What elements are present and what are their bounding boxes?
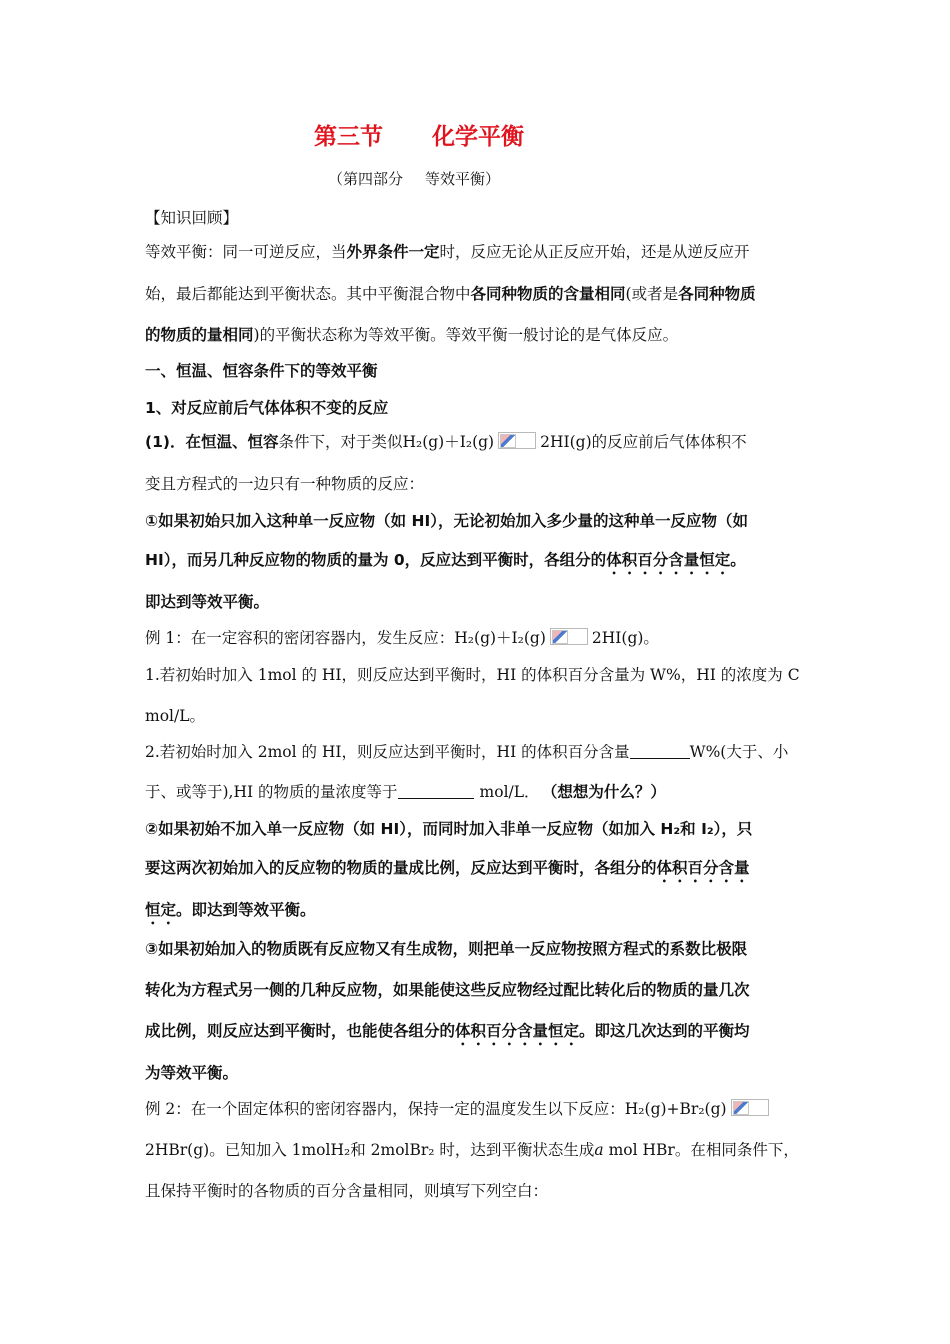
equilibrium-arrow-icon bbox=[731, 1099, 769, 1116]
text: 例 1：在一定容积的密闭容器内，发生反应：H₂(g)＋I₂(g) bbox=[145, 629, 546, 647]
text: (或者是 bbox=[625, 285, 679, 303]
title-part2: 化学平衡 bbox=[432, 123, 524, 150]
rule1-line-2 bbox=[145, 548, 810, 578]
text: 于、或等于),HI 的物质的量浓度等于 bbox=[145, 783, 398, 801]
text: 时，反应无论从正反应开始，还是从逆反应开 bbox=[439, 243, 750, 261]
equilibrium-arrow-icon bbox=[550, 628, 588, 645]
rule2-line-3 bbox=[145, 898, 810, 928]
subtitle bbox=[328, 168, 500, 189]
bold-text: 。即达到等效平衡。 bbox=[176, 901, 316, 919]
rule3-line-3 bbox=[145, 1019, 810, 1049]
text: 2HBr(g)。已知加入 1molH₂和 2molBr₂ 时，达到平衡状态生成 bbox=[145, 1141, 595, 1159]
title-part1: 第三节 bbox=[314, 123, 383, 150]
answer-blank[interactable] bbox=[398, 784, 474, 799]
text: 2HI(g)的反应前后气体体积不 bbox=[540, 433, 747, 451]
bold-text: HI），而另几种反应物的物质的量为 0，反应达到平衡时，各组分的 bbox=[145, 551, 607, 569]
variable-a: a bbox=[594, 1141, 604, 1159]
question2-line-2 bbox=[145, 780, 810, 802]
emphasis-text: 体积百分含量恒定 bbox=[606, 551, 731, 569]
example2-line-1 bbox=[145, 1097, 810, 1119]
bold-text: 各同种物质 bbox=[678, 285, 756, 303]
text: mol/L． bbox=[479, 783, 540, 801]
bold-text: 各同种物质的含量相同 bbox=[470, 285, 626, 303]
text: 2HI(g)。 bbox=[591, 629, 659, 647]
bold-text: 恒温、恒容 bbox=[200, 433, 279, 451]
bold-text: (1)．在 bbox=[145, 433, 201, 451]
text: W%(大于、小 bbox=[689, 743, 789, 761]
bold-text: 要这两次初始加入的反应物的物质的量成比例，反应达到平衡时，各组分的 bbox=[145, 859, 657, 877]
emphasis-text: 恒定 bbox=[145, 901, 177, 919]
rule3-line-4: 为等效平衡。 bbox=[145, 1064, 239, 1082]
example1-line bbox=[145, 626, 810, 648]
section1-heading: 一、恒温、恒容条件下的等效平衡 bbox=[145, 362, 378, 380]
bold-text: 。 bbox=[730, 551, 746, 569]
text: 始，最后都能达到平衡状态。其中平衡混合物中 bbox=[145, 285, 471, 303]
equilibrium-arrow-icon bbox=[498, 432, 536, 449]
bold-text: 的物质的量相同 bbox=[145, 326, 254, 344]
equation-text: H₂(g)＋I₂(g) bbox=[402, 433, 495, 451]
subtitle-part2: 等效平衡） bbox=[425, 170, 501, 188]
text: 2.若初始时加入 2mol 的 HI，则反应达到平衡时，HI 的体积百分含量 bbox=[145, 743, 630, 761]
example2-line-3: 且保持平衡时的各物质的百分含量相同，则填写下列空白： bbox=[145, 1182, 549, 1200]
answer-blank[interactable] bbox=[630, 744, 690, 759]
bold-text: 成比例，则反应达到平衡时，也能使各组分的 bbox=[145, 1022, 456, 1040]
condition-line-2: 变且方程式的一边只有一种物质的反应： bbox=[145, 475, 425, 493]
rule2-line-2 bbox=[145, 856, 810, 886]
text: 等效平衡：同一可逆反应，当 bbox=[145, 243, 347, 261]
bold-text: 。即这几次达到的平衡均 bbox=[579, 1022, 750, 1040]
review-line-2 bbox=[145, 282, 810, 304]
rule1-line-1: ①如果初始只加入这种单一反应物（如 HI），无论初始加入多少量的这种单一反应物（如 bbox=[145, 512, 749, 530]
rule3-line-2: 转化为方程式另一侧的几种反应物，如果能使这些反应物经过配比转化后的物质的量几次 bbox=[145, 981, 750, 999]
text: 条件下，对于类似 bbox=[278, 433, 403, 451]
review-line-3 bbox=[145, 323, 810, 345]
rule3-line-1: ③如果初始加入的物质既有反应物又有生成物，则把单一反应物按照方程式的系数比极限 bbox=[145, 940, 748, 958]
example2-line-2 bbox=[145, 1138, 810, 1160]
text: )的平衡状态称为等效平衡。等效平衡一般讨论的是气体反应。 bbox=[253, 326, 679, 344]
question1-line-2: mol/L。 bbox=[145, 707, 206, 725]
review-line-1 bbox=[145, 240, 810, 262]
rule2-line-1: ②如果初始不加入单一反应物（如 HI），而同时加入非单一反应物（如加入 H₂和 I₂），只 bbox=[145, 820, 753, 838]
text: 例 2：在一个固定体积的密闭容器内，保持一定的温度发生以下反应：H₂(g)+Br₂(g) bbox=[145, 1100, 727, 1118]
review-heading: 【知识回顾】 bbox=[145, 209, 239, 227]
question2-line-1 bbox=[145, 740, 810, 762]
emphasis-text: 体积百分含量恒定 bbox=[455, 1022, 580, 1040]
text: mol HBr。在相同条件下， bbox=[603, 1141, 799, 1159]
bold-text: 外界条件一定 bbox=[346, 243, 440, 261]
question1-line-1: 1.若初始时加入 1mol 的 HI，则反应达到平衡时，HI 的体积百分含量为 W%，HI 的浓度为 C bbox=[145, 666, 800, 684]
rule1-line-3: 即达到等效平衡。 bbox=[145, 593, 270, 611]
subtitle-part1: （第四部分 bbox=[328, 170, 404, 188]
condition-line-1 bbox=[145, 430, 810, 452]
bold-text: （想想为什么？） bbox=[549, 783, 666, 801]
emphasis-text: 体积百分含量 bbox=[656, 859, 750, 877]
section1-sub1: 1、对反应前后气体体积不变的反应 bbox=[145, 399, 389, 417]
